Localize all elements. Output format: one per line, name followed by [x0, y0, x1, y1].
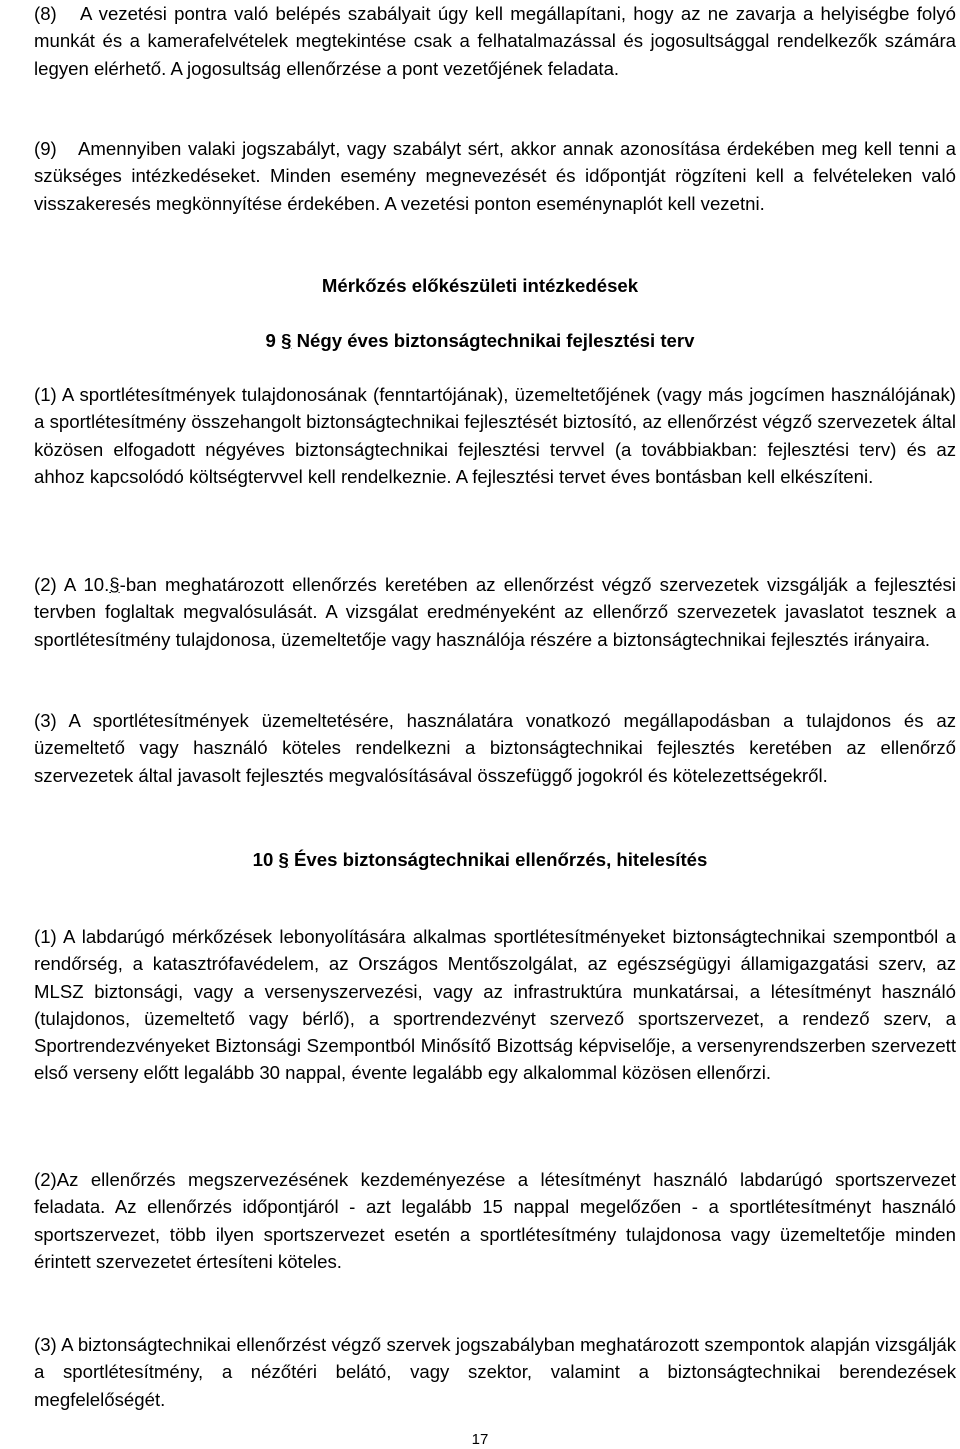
section-10-title: Éves biztonságtechnikai ellenőrzés, hitelesítés [294, 849, 708, 870]
section-9-item-2-prefix: (2) A 10. [34, 574, 110, 595]
section-10-heading [0, 846, 960, 873]
section-9-mark: § [281, 330, 292, 351]
paragraph-8-text: A vezetési pontra való belépés szabályait úgy kell megállapítani, hogy az ne zavarja a helyiségbe folyó munkát és a kamerafelvételek megtekintése csak a felhatalmazással és jogosultsággal rendelkezők számára legyen elérhető. A jogosultság ellenőrzése a pont vezetőjének feladata. [34, 3, 956, 79]
section-9-heading [0, 327, 960, 354]
paragraph-9-text: Amennyiben valaki jogszabályt, vagy szabályt sért, akkor annak azonosítása érdekében meg kell tenni a szükséges intézkedéseket. Minden esemény megnevezését és időpontját rögzíteni kell a felvételeken való visszakeresés megkönnyítése érdekében. A vezetési ponton eseménynaplót kell vezetni. [34, 138, 956, 214]
section-10-number: 10 [252, 849, 274, 870]
paragraph-9-number: (9) [34, 138, 57, 159]
section-9-item-2-mark: § [109, 574, 120, 595]
paragraph-9 [34, 135, 956, 217]
section-9-item-1: (1) A sportlétesítmények tulajdonosának (fenntartójának), üzemeltetőjének (vagy más jogcímen használójának) a sportlétesítmény összehangolt biztonságtechnikai fejlesztését biztosító, az ellenőrzést végző szervezetek által közösen elfogadott négyéves biztonságtechnikai fejlesztési tervvel (a továbbiakban: fejlesztési terv) és az ahhoz kapcsolódó költségtervvel kell rendelkeznie. A fejlesztési tervet éves bontásban kell elkészíteni. [34, 384, 956, 487]
section-10-item-3: (3) A biztonságtechnikai ellenőrzést végző szervek jogszabályban meghatározott szempontok alapján vizsgálják a sportlétesítmény, a nézőtéri belátó, vagy szektor, valamint a biztonságtechnikai berendezések megfelelőségét. [34, 1334, 956, 1410]
section-10-item-1: (1) A labdarúgó mérkőzések lebonyolítására alkalmas sportlétesítményeket biztonságtechnikai szempontból a rendőrség, a katasztrófavédelem, az Országos Mentőszolgálat, az egészségügyi államigazgatási szerv, az MLSZ biztonsági, vagy a versenyszervezési, vagy az infrastruktúra munkatársai, a létesítményt használó (tulajdonos, üzemeltető vagy bérlő), a sportrendezvényt szervező sportszervezet, a rendező szerv, a Sportrendezvényeket Biztonsági Szempontból Minősítő Bizottság képviselője, a versenyrendszerben szervezett első verseny előtt legalább 30 nappal, évente legalább egy alkalommal közösen ellenőrzi. [34, 926, 956, 1084]
section-10-mark: § [278, 849, 289, 870]
section-heading-preparation: Mérkőzés előkészületi intézkedések [321, 275, 639, 296]
paragraph-8 [34, 0, 956, 82]
section-9-title: Négy éves biztonságtechnikai fejlesztési terv [296, 330, 695, 351]
section-9-item-2-text: -ban meghatározott ellenőrzés keretében az ellenőrzést végző szervezetek vizsgálják a fejlesztési tervben foglaltak megvalósulását. A vizsgálat eredményeként az ellenőrző szervezetek javaslatot tesznek a sportlétesítmény tulajdonosa, üzemeltetője vagy használója részére a biztonságtechnikai fejlesztés irányaira. [34, 574, 956, 650]
section-9-number: 9 [265, 330, 276, 351]
page-number: 17 [471, 1431, 489, 1448]
section-10-item-2: (2)Az ellenőrzés megszervezésének kezdeményezése a létesítményt használó labdarúgó sportszervezet feladata. Az ellenőrzés időpontjáról - azt legalább 15 nappal megelőzően - a sportlétesítményt használó sportszervezet, több ilyen sportszervezet esetén a sportlétesítmény tulajdonosa vagy üzemeltetője minden érintett szervezetet értesíteni köteles. [34, 1169, 956, 1272]
paragraph-8-number: (8) [34, 3, 57, 24]
section-9-item-3: (3) A sportlétesítmények üzemeltetésére, használatára vonatkozó megállapodásban a tulajdonos és az üzemeltető vagy használó köteles rendelkezni a biztonságtechnikai fejlesztés keretében az ellenőrző szervezetek által javasolt fejlesztés megvalósításával összefüggő jogokról és kötelezettségekről. [34, 710, 956, 786]
section-9-item-2 [34, 571, 956, 653]
